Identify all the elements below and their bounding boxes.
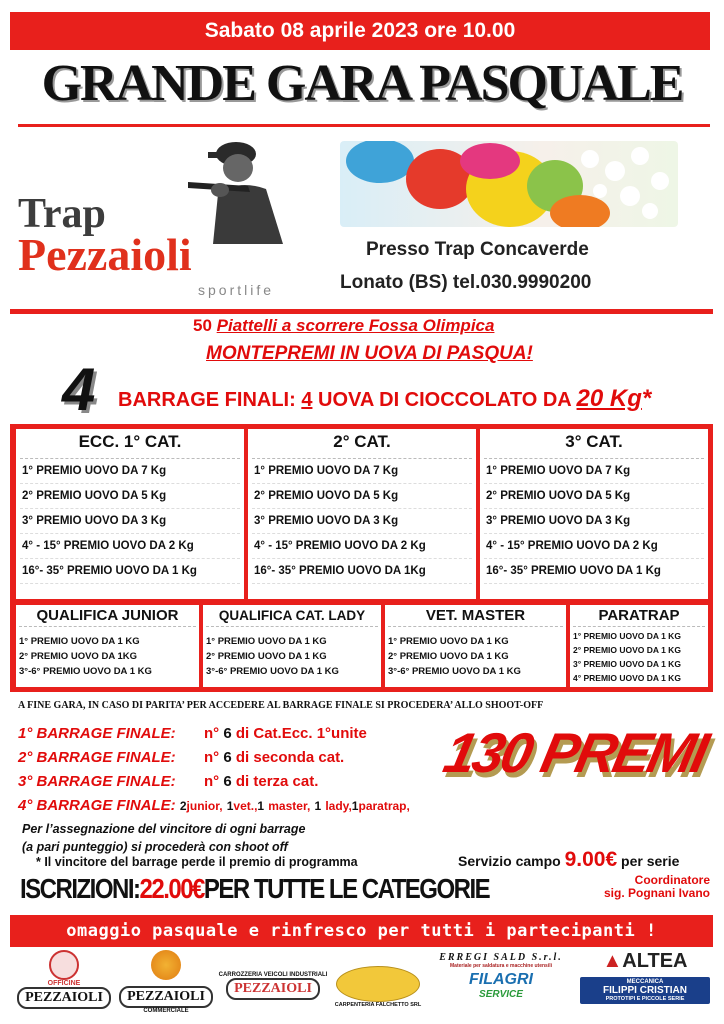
filagri-name: FILAGRI	[469, 971, 533, 988]
barrage-label: BARRAGE FINALI:	[118, 389, 296, 411]
eggs-illustration	[340, 141, 678, 227]
barrage-asterisk: *	[641, 385, 652, 412]
barrage-text: vet.,	[233, 799, 258, 813]
category-second	[248, 429, 476, 599]
barrage-n: n°	[204, 749, 220, 766]
venue-name: Presso Trap Concaverde	[366, 239, 589, 260]
prize-row: 4° - 15° PREMIO UOVO DA 2 Kg	[252, 534, 472, 559]
sponsor-name: FILIPPI CRISTIAN	[603, 985, 687, 996]
barrage-4	[18, 797, 410, 814]
barrage-3	[18, 773, 318, 790]
category-title: ECC. 1° CAT.	[20, 429, 240, 459]
barrage-text: master,	[268, 799, 311, 813]
category-title: 2° CAT.	[252, 429, 472, 459]
easter-eggs-image	[340, 141, 678, 227]
date-banner	[10, 12, 710, 50]
sponsor-name: PEZZAIOLI	[17, 987, 111, 1009]
prize-row: 3° PREMIO UOVO DA 3 Kg	[484, 509, 704, 534]
intro-line2: MONTEPREMI IN UOVA DI PASQUA!	[206, 343, 533, 364]
iscrizioni-rest: PER TUTTE LE CATEGORIE	[203, 873, 490, 905]
shooter-icon	[188, 134, 298, 254]
intro-count: 50	[193, 316, 212, 335]
page-title: GRANDE GARA PASQUALE	[41, 55, 683, 112]
sponsor-commerciale	[116, 950, 216, 1014]
altea-mark-icon: ▲	[602, 950, 623, 972]
qualifier-junior	[16, 605, 199, 687]
prize-row: 1° PREMIO UOVO DA 1 KG	[19, 636, 140, 647]
prize-row: 1° PREMIO UOVO DA 7 Kg	[252, 459, 472, 484]
sponsor-name: CARPENTERIA FALCHETTO SRL	[334, 1002, 422, 1008]
iscrizioni-label: ISCRIZIONI:	[20, 873, 140, 905]
barrage-num: 6	[223, 773, 232, 790]
barrage-text: di Cat.Ecc. 1°unite	[235, 725, 367, 742]
footer-text: omaggio pasquale e rinfresco per tutti i partecipanti !	[66, 921, 657, 941]
logo-sportlife: sportlife	[198, 282, 275, 298]
qualifier-title: PARATRAP	[573, 605, 705, 627]
barrage-text: lady,	[325, 799, 352, 813]
service-line	[458, 848, 679, 872]
qualifier-master	[385, 605, 566, 687]
barrage-n: n°	[204, 773, 220, 790]
prize-row: 16°- 35° PREMIO UOVO DA 1 Kg	[20, 559, 240, 584]
qualifier-title: QUALIFICA JUNIOR	[19, 605, 196, 627]
barrage-rest: UOVA DI CIOCCOLATO DA	[318, 389, 571, 411]
barrage-num: 6	[223, 725, 232, 742]
prize-row: 2° PREMIO UOVO DA 5 Kg	[20, 484, 240, 509]
sponsor-officine	[14, 950, 114, 1009]
prize-row: 2° PREMIO UOVO DA 1 KG	[388, 651, 509, 662]
note-line: Per l’assegnazione del vincitore di ogni barrage	[22, 822, 306, 836]
logo-trap: Trap	[18, 191, 106, 237]
category-third	[480, 429, 708, 599]
globe-icon	[151, 950, 181, 980]
sponsor-falchetto	[330, 966, 426, 1008]
note-line: * Il vincitore del barrage perde il premio di programma	[36, 855, 358, 869]
prize-row: 3° PREMIO UOVO DA 1 KG	[573, 659, 681, 669]
iscrizioni-price: 22.00€	[139, 873, 204, 905]
prize-row: 2° PREMIO UOVO DA 1 KG	[573, 645, 681, 655]
barrage-2	[18, 749, 344, 766]
barrage-num: 1	[314, 799, 322, 813]
barrage-n: n°	[204, 725, 220, 742]
category-ecc	[16, 429, 244, 599]
venue-address: Lonato (BS) tel.030.9990200	[340, 272, 592, 293]
sponsor-sub: Materiale per saldatura e macchine utensili	[450, 963, 552, 969]
prize-row: 3°-6° PREMIO UOVO DA 1 KG	[388, 666, 521, 677]
prize-row: 4° - 15° PREMIO UOVO DA 2 Kg	[484, 534, 704, 559]
intro-line1	[193, 316, 494, 336]
prize-row: 4° PREMIO UOVO DA 1 KG	[573, 673, 681, 683]
barrage-label: 3° BARRAGE FINALE:	[18, 773, 176, 790]
sponsor-erregi	[432, 952, 570, 1000]
altea-text: ALTEA	[622, 950, 688, 972]
prize-row: 2° PREMIO UOVO DA 5 Kg	[252, 484, 472, 509]
sponsor-name: PEZZAIOLI	[119, 986, 213, 1008]
coordinator-name: sig. Pognani Ivano	[603, 886, 710, 900]
service-label: Servizio campo	[458, 853, 561, 869]
barrage-text: di terza cat.	[235, 773, 319, 790]
altea-name	[580, 950, 710, 973]
prize-row: 3° PREMIO UOVO DA 3 Kg	[252, 509, 472, 534]
category-table	[16, 429, 708, 599]
falcon-icon	[336, 966, 420, 1002]
barrage-num: 2	[179, 799, 187, 813]
sponsor-sub: MECCANICA	[626, 979, 664, 985]
premi-headline: 130 PREMI	[438, 721, 712, 784]
barrage-label: 4° BARRAGE FINALE:	[18, 797, 176, 814]
event-date: Sabato 08 aprile 2023 ore 10.00	[204, 19, 516, 42]
intro-text: Piattelli a scorrere Fossa Olimpica	[216, 316, 495, 335]
barrage-text: junior,	[186, 799, 223, 813]
sponsor-name: ERREGI SALD S.r.l.	[439, 952, 563, 963]
prize-row: 1° PREMIO UOVO DA 1 KG	[388, 636, 509, 647]
qualifier-title: QUALIFICA CAT. LADY	[206, 605, 378, 627]
sponsor-sub: COMMERCIALE	[143, 1008, 189, 1014]
barrage-1	[18, 725, 367, 742]
sponsor-sub: OFFICINE	[47, 980, 81, 987]
prize-row: 1° PREMIO UOVO DA 7 Kg	[20, 459, 240, 484]
sponsor-emblem-icon	[49, 950, 79, 980]
barrage-label: 2° BARRAGE FINALE:	[18, 749, 176, 766]
barrage-num: 1	[257, 799, 265, 813]
coordinator-title: Coordinatore	[634, 873, 710, 887]
barrage-num: 6	[223, 749, 232, 766]
sponsor-sub: PROTOTIPI E PICCOLE SERIE	[605, 996, 685, 1002]
prize-row: 4° - 15° PREMIO UOVO DA 2 Kg	[20, 534, 240, 559]
filagri-sub: SERVICE	[479, 989, 523, 1000]
prize-row: 2° PREMIO UOVO DA 5 Kg	[484, 484, 704, 509]
barrage-line	[118, 385, 651, 413]
sponsor-altea	[580, 950, 710, 1004]
footer-banner	[10, 915, 713, 947]
prize-row: 3°-6° PREMIO UOVO DA 1 KG	[206, 666, 339, 677]
sponsor-sub: CARROZZERIA VEICOLI INDUSTRIALI	[218, 972, 328, 978]
trap-pezzaioli-logo	[18, 132, 338, 302]
iscrizioni-line	[20, 874, 489, 906]
category-title: 3° CAT.	[484, 429, 704, 459]
barrage-num: 1	[226, 799, 234, 813]
big-number: 4	[62, 356, 96, 423]
qualifier-table	[16, 605, 708, 687]
barrage-text: di seconda cat.	[235, 749, 345, 766]
prize-row: 3° PREMIO UOVO DA 3 Kg	[20, 509, 240, 534]
shootoff-rule: A FINE GARA, IN CASO DI PARITA’ PER ACCEDERE AL BARRAGE FINALE SI PROCEDERA’ ALLO SHOOT-OFF	[18, 700, 544, 711]
barrage-num: 4	[301, 389, 313, 411]
prize-row: 3°-6° PREMIO UOVO DA 1 KG	[19, 666, 152, 677]
note-line: (a pari punteggio) si procederà con shoot off	[22, 840, 288, 854]
sponsor-name: PEZZAIOLI	[226, 978, 320, 1000]
barrage-text: paratrap,	[358, 799, 410, 813]
prize-row: 1° PREMIO UOVO DA 1 KG	[206, 636, 327, 647]
sponsor-carrozzeria	[218, 972, 328, 1000]
barrage-num: 1	[351, 799, 359, 813]
prize-row: 2° PREMIO UOVO DA 1 KG	[206, 651, 327, 662]
divider	[18, 124, 710, 127]
prize-row: 16°- 35° PREMIO UOVO DA 1 Kg	[484, 559, 704, 584]
qualifier-title: VET. MASTER	[388, 605, 563, 627]
prize-row: 1° PREMIO UOVO DA 7 Kg	[484, 459, 704, 484]
logo-pezzaioli: Pezzaioli	[18, 229, 192, 280]
filippi-box	[580, 977, 710, 1004]
qualifier-paratrap	[570, 605, 708, 687]
prize-row: 2° PREMIO UOVO DA 1KG	[19, 651, 137, 662]
service-unit: per serie	[621, 853, 680, 869]
prize-row: 1° PREMIO UOVO DA 1 KG	[573, 631, 681, 641]
qualifier-lady	[203, 605, 381, 687]
barrage-label: 1° BARRAGE FINALE:	[18, 725, 176, 742]
prize-row: 16°- 35° PREMIO UOVO DA 1Kg	[252, 559, 472, 584]
barrage-weight: 20 Kg	[576, 385, 642, 412]
service-price: 9.00€	[564, 848, 618, 871]
